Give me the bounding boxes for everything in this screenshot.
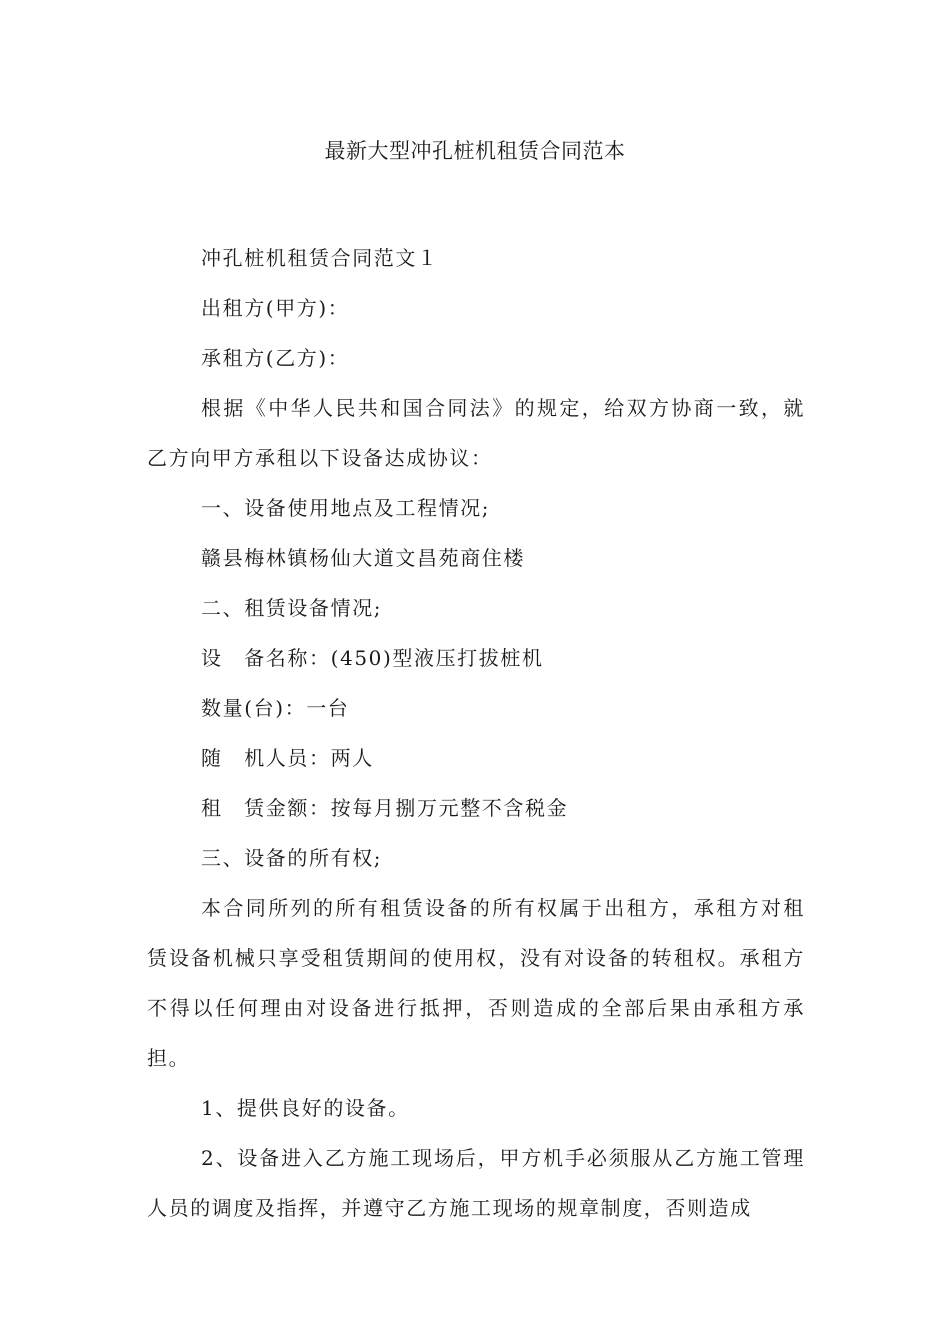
paragraph-heading: 冲孔桩机租赁合同范文１ — [201, 246, 439, 270]
document-body — [147, 233, 805, 1233]
paragraph-location: 赣县梅林镇杨仙大道文昌苑商住楼 — [201, 546, 525, 570]
paragraph-lessee: 承租方(乙方)： — [201, 346, 350, 370]
paragraph-clause-1: 1、提供良好的设备。 — [201, 1096, 410, 1120]
paragraph-ownership: 本合同所列的所有租赁设备的所有权属于出租方，承租方对租赁设备机械只享受租赁期间的使用权，没有对设备的转租权。承租方不得以任何理由对设备进行抵押，否则造成的全部后果由承租方承担。 — [147, 896, 805, 1070]
paragraph-section-2: 二、租赁设备情况; — [201, 596, 383, 620]
paragraph-rent-amount: 租 赁金额：按每月捌万元整不含税金 — [201, 796, 569, 820]
paragraph-lessor: 出租方(甲方)： — [201, 296, 350, 320]
paragraph-clause-2: 2、设备进入乙方施工现场后，甲方机手必须服从乙方施工管理人员的调度及指挥，并遵守乙方施工现场的规章制度，否则造成 — [147, 1146, 805, 1220]
paragraph-section-1: 一、设备使用地点及工程情况; — [201, 496, 491, 520]
paragraph-section-3: 三、设备的所有权; — [201, 846, 383, 870]
paragraph-equipment-name: 设 备名称：(450)型液压打拔桩机 — [201, 646, 544, 670]
paragraph-preamble: 根据《中华人民共和国合同法》的规定，给双方协商一致，就乙方向甲方承租以下设备达成协议： — [147, 396, 805, 470]
paragraph-quantity: 数量(台)：一台 — [201, 696, 350, 720]
document-title: 最新大型冲孔桩机租赁合同范本 — [324, 139, 626, 163]
paragraph-operators: 随 机人员：两人 — [201, 746, 374, 770]
